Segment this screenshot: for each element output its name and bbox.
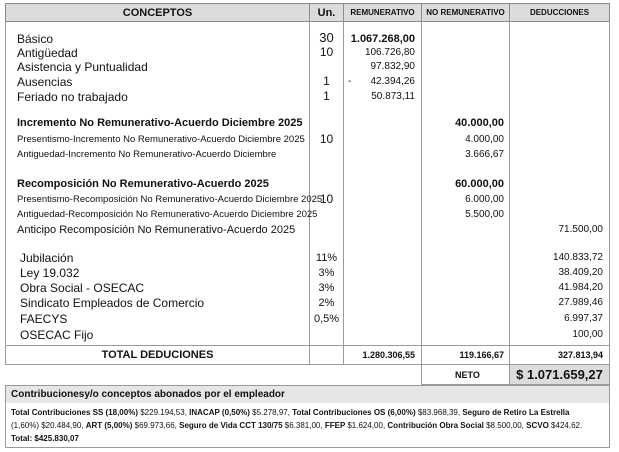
deduction-un: 11% bbox=[315, 252, 338, 264]
contrib-label: Contribución Obra Social bbox=[387, 421, 487, 430]
deduction-value: 100,00 bbox=[572, 329, 603, 340]
contrib-label: ART (5,00%) bbox=[85, 421, 135, 430]
header-conceptos-text: CONCEPTOS bbox=[122, 6, 193, 19]
row-label: Básico bbox=[17, 32, 54, 46]
deduction-un: 2% bbox=[318, 297, 335, 309]
row-sign: - bbox=[348, 76, 352, 87]
section1-item-label: Presentismo-Incremento No Remunerativo-Acuerdo Diciembre 2025 bbox=[17, 134, 305, 145]
section1-item-value: 4.000,00 bbox=[465, 134, 504, 145]
contrib-value: $5.278,97, bbox=[252, 408, 293, 417]
row-label: Ausencias bbox=[17, 75, 73, 89]
section2-title: Recomposición No Remunerativo-Acuerdo 2025 bbox=[17, 178, 269, 190]
section1-item-label: Antiguedad-Incremento No Remunerativo-Acuerdo Diciembre bbox=[17, 149, 277, 160]
contrib-value: $424,62. bbox=[551, 421, 583, 430]
deduction-un: 0,5% bbox=[313, 313, 340, 325]
deduction-un: 3% bbox=[318, 282, 335, 294]
row-label: Asistencia y Puntualidad bbox=[17, 60, 148, 74]
row-rem: 42.394,26 bbox=[370, 76, 415, 87]
contrib-value: $229.194,53, bbox=[140, 408, 190, 417]
contrib-label: Total Contribuciones OS (6,00%) bbox=[292, 408, 418, 417]
anticipo-value: 71.500,00 bbox=[558, 224, 603, 235]
contrib-value: $83.968,39, bbox=[417, 408, 463, 417]
row-rem: 97.832,90 bbox=[370, 61, 415, 72]
row-rem: 50.873,11 bbox=[371, 91, 415, 102]
deduction-value: 6.997,37 bbox=[564, 313, 603, 324]
contrib-label: INACAP (0,50%) bbox=[189, 408, 253, 417]
neto-value: $ 1.071.659,27 bbox=[516, 367, 603, 382]
row-un: 1 bbox=[323, 89, 330, 103]
section2-title-value: 60.000,00 bbox=[455, 178, 504, 190]
row-label: Feriado no trabajado bbox=[17, 90, 128, 104]
employer-line-2 bbox=[11, 419, 582, 433]
header-deducciones bbox=[509, 3, 610, 22]
section2-item-label: Antiguedad-Recomposición No Remunerativo-Acuerdo Diciembre 2025 bbox=[17, 209, 318, 220]
contrib-label: Seguro de Retiro La Estrella bbox=[462, 408, 570, 417]
section2-item-label: Presentismo-Recomposición No Remunerativo-Acuerdo Diciembre 2025 bbox=[17, 194, 323, 205]
deduction-value: 140.833,72 bbox=[552, 252, 603, 263]
deduction-label: OSECAC Fijo bbox=[20, 328, 94, 342]
header-no-remunerativo bbox=[421, 3, 510, 22]
grid-right bbox=[609, 21, 610, 385]
contrib-label: Seguro de Vida CCT 130/75 bbox=[179, 421, 285, 430]
row-label: Antigüedad bbox=[17, 46, 78, 60]
neto-label: NETO bbox=[455, 370, 480, 380]
section1-title: Incremento No Remunerativo-Acuerdo Diciembre 2025 bbox=[17, 117, 303, 129]
neto-box bbox=[510, 365, 609, 384]
deduction-label: FAECYS bbox=[20, 312, 68, 326]
contrib-value: $6.381,00, bbox=[284, 421, 325, 430]
section1-title-value: 40.000,00 bbox=[455, 117, 504, 129]
row-un: 10 bbox=[319, 45, 334, 59]
contrib-value: $1.624,00, bbox=[347, 421, 388, 430]
deduction-value: 41.984,20 bbox=[558, 282, 603, 293]
totals-ded: 327.813,94 bbox=[557, 350, 603, 360]
deduction-value: 38.409,20 bbox=[558, 267, 603, 278]
contrib-value: $8.500,00, bbox=[486, 421, 527, 430]
header-deducciones-text: DEDUCCIONES bbox=[529, 8, 590, 17]
deduction-label: Obra Social - OSECAC bbox=[20, 281, 145, 295]
deduction-un: 3% bbox=[318, 267, 335, 279]
contrib-value: (1,60%) $20.484,90, bbox=[11, 421, 86, 430]
header-un-text: Un. bbox=[317, 6, 336, 19]
deduction-label: Ley 19.032 bbox=[20, 266, 80, 280]
anticipo-label: Anticipo Recomposición No Remunerativo-Acuerdo 2025 bbox=[17, 224, 296, 236]
section2-item-un: 10 bbox=[319, 192, 334, 206]
contrib-value: $69.973,66, bbox=[134, 421, 180, 430]
totals-top-line bbox=[5, 345, 610, 346]
header-conceptos bbox=[5, 3, 310, 22]
employer-total: Total: $425.830,07 bbox=[11, 434, 79, 443]
section1-item-un: 10 bbox=[319, 132, 334, 146]
totals-rem: 1.280.306,55 bbox=[362, 350, 415, 360]
row-un: 30 bbox=[319, 30, 334, 45]
contrib-label: Total Contribuciones SS (18,00%) bbox=[11, 408, 141, 417]
totals-label: TOTAL DEDUCIONES bbox=[101, 349, 214, 361]
deduction-label: Jubilación bbox=[20, 251, 74, 265]
grid-left bbox=[5, 21, 6, 365]
section2-item-value: 6.000,00 bbox=[465, 194, 504, 205]
employer-line-1 bbox=[11, 406, 569, 420]
employer-title: Contribucionesy/o conceptos abonados por el empleador bbox=[11, 389, 285, 400]
contrib-label: FFEP bbox=[324, 421, 348, 430]
header-un bbox=[309, 3, 344, 22]
header-no-remunerativo-text: NO REMUNERATIVO bbox=[426, 8, 505, 17]
section1-item-value: 3.666,67 bbox=[465, 149, 504, 160]
contrib-label: SCVO bbox=[526, 421, 552, 430]
row-rem: 106.726,80 bbox=[364, 47, 415, 58]
totals-no-rem: 119.166,67 bbox=[459, 350, 504, 360]
deduction-value: 27.989,46 bbox=[558, 297, 603, 308]
header-remunerativo bbox=[343, 3, 422, 22]
row-rem: 1.067.268,00 bbox=[350, 33, 415, 45]
section2-item-value: 5.500,00 bbox=[465, 209, 504, 220]
deduction-label: Sindicato Empleados de Comercio bbox=[20, 296, 205, 310]
header-remunerativo-text: REMUNERATIVO bbox=[350, 8, 415, 17]
row-un: 1 bbox=[323, 74, 330, 88]
